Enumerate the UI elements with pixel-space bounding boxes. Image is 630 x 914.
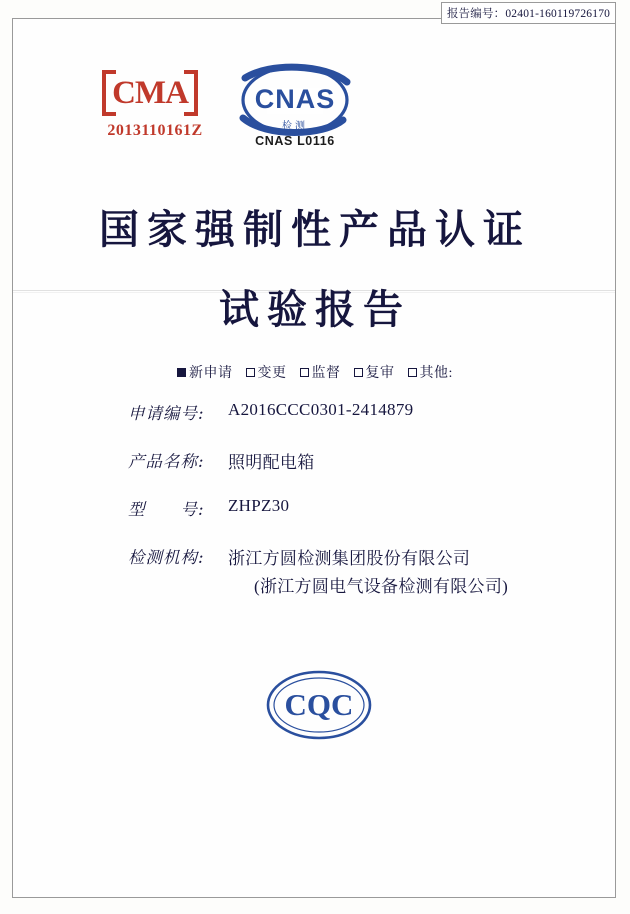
field-value-testing-organization-secondary: (浙江方圆电气设备检测有限公司) bbox=[254, 577, 509, 596]
checkbox-icon-checked[interactable] bbox=[177, 368, 186, 377]
field-value-testing-organization: 浙江方圆检测集团股份有限公司 bbox=[228, 549, 471, 568]
report-number-box bbox=[441, 2, 616, 24]
document-title-line1: 国家强制性产品认证 bbox=[99, 206, 531, 253]
checkbox-item-review[interactable] bbox=[354, 362, 395, 382]
field-list bbox=[0, 400, 630, 596]
cma-letters: CMA bbox=[112, 75, 188, 111]
field-row-testing-organization bbox=[0, 544, 630, 596]
field-value-product-name: 照明配电箱 bbox=[228, 453, 315, 472]
cnas-accreditation-number: CNAS L0116 bbox=[255, 134, 335, 148]
cnas-swirl-icon bbox=[215, 60, 375, 170]
checkbox-icon[interactable] bbox=[300, 368, 309, 377]
cnas-logo bbox=[215, 60, 375, 170]
checkbox-label: 变更 bbox=[257, 366, 287, 381]
cma-certificate-code: 2013110161Z bbox=[107, 122, 203, 139]
cnas-wordmark: CNAS bbox=[254, 84, 336, 114]
checkbox-item-other[interactable] bbox=[408, 362, 453, 382]
field-value-application-number: A2016CCC0301-2414879 bbox=[228, 400, 414, 419]
document-title-line2: 试验报告 bbox=[219, 286, 411, 333]
checkbox-label: 复审 bbox=[365, 366, 395, 381]
checkbox-icon[interactable] bbox=[246, 368, 255, 377]
cqc-seal bbox=[265, 665, 373, 745]
field-row-product-name bbox=[0, 448, 630, 496]
checkbox-label: 监督 bbox=[311, 366, 341, 381]
cnas-chinese-label: 检测 bbox=[282, 121, 308, 132]
checkbox-item-change[interactable] bbox=[246, 362, 287, 382]
field-row-application-number bbox=[0, 400, 630, 448]
field-label: 检测机构: bbox=[128, 548, 205, 567]
checkbox-label: 新申请 bbox=[189, 366, 233, 381]
checkbox-label: 其他: bbox=[419, 366, 453, 381]
cqc-wordmark: CQC bbox=[284, 687, 354, 722]
cma-bracket-mark bbox=[102, 70, 198, 116]
logo-row bbox=[0, 60, 630, 170]
field-label: 申请编号: bbox=[128, 404, 205, 423]
field-label: 型 号: bbox=[128, 500, 205, 519]
checkbox-item-new-application[interactable] bbox=[177, 362, 233, 382]
application-type-checkbox-row bbox=[0, 362, 630, 382]
field-value-model: ZHPZ30 bbox=[228, 496, 290, 515]
checkbox-item-supervision[interactable] bbox=[300, 362, 341, 382]
checkbox-icon[interactable] bbox=[408, 368, 417, 377]
checkbox-icon[interactable] bbox=[354, 368, 363, 377]
field-row-model bbox=[0, 496, 630, 544]
field-label: 产品名称: bbox=[128, 452, 205, 471]
report-number-text: 报告编号：02401-160119726170 bbox=[446, 8, 611, 20]
